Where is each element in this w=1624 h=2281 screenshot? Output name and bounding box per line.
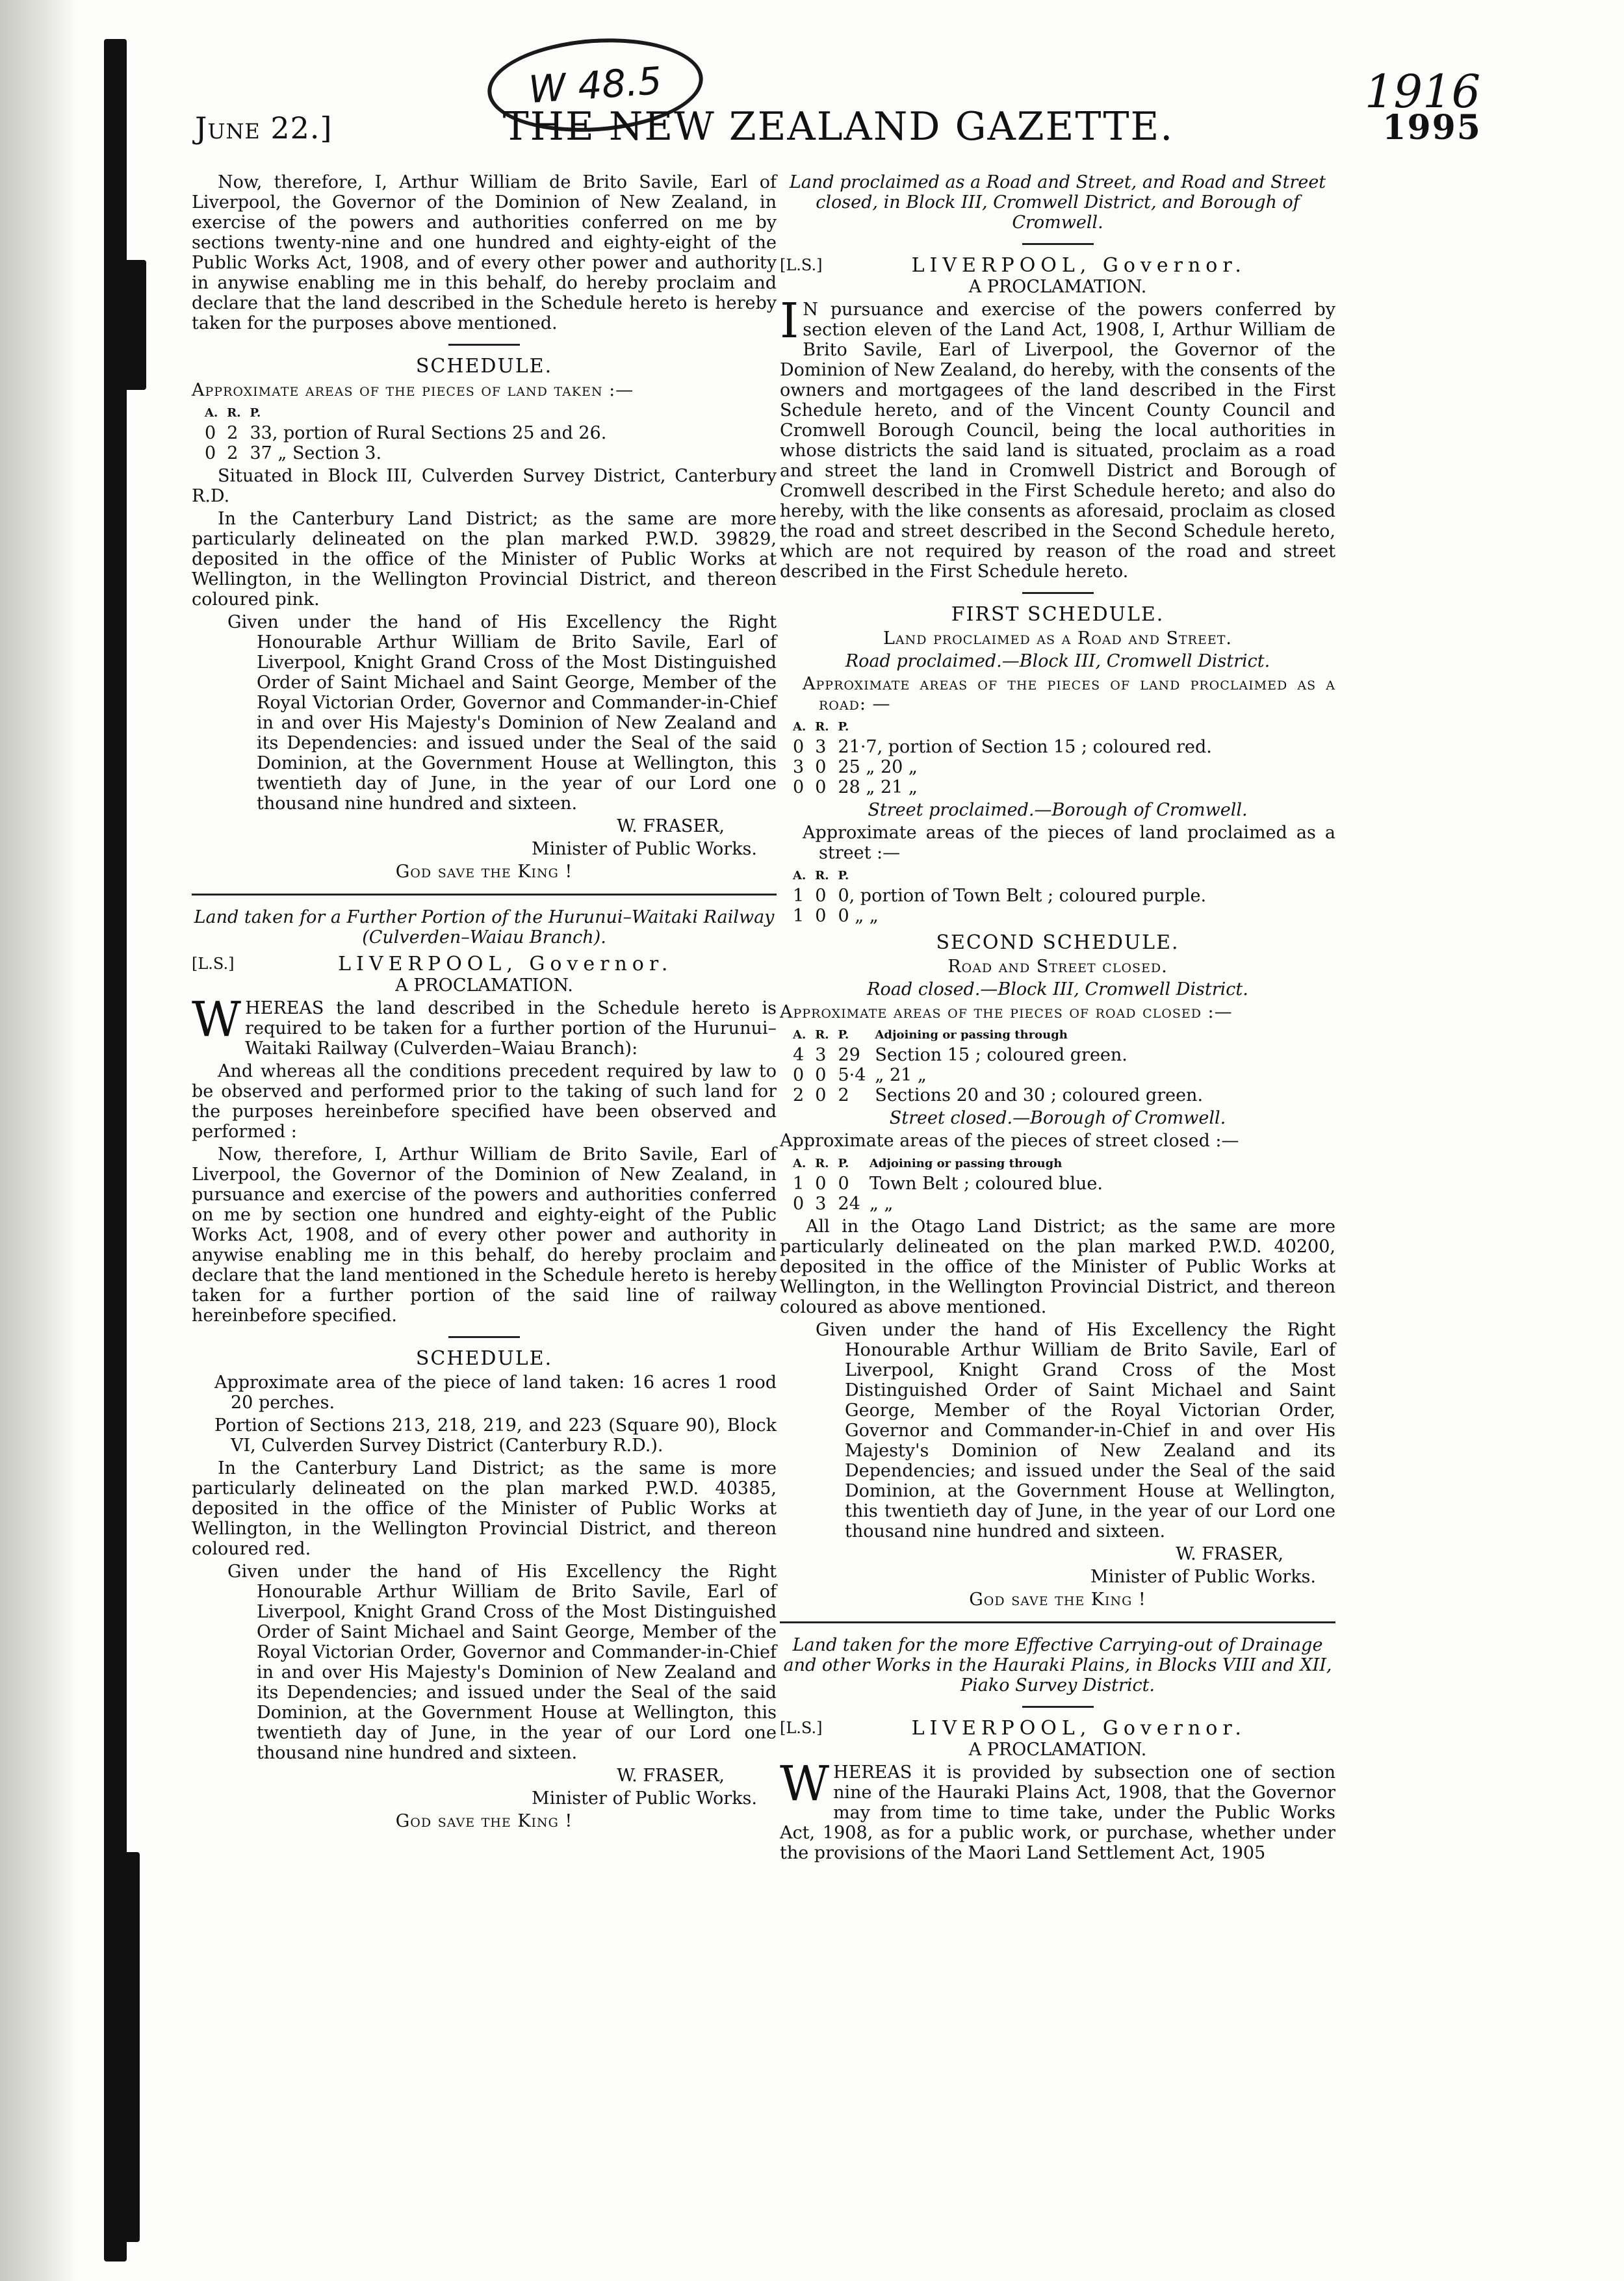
paragraph: In the Canterbury Land District; as the same are more particularly delineated on the plan marked P.W.D. 39829, deposited in the office of the Minister of Public Works at Wellington, in the Wellington Provincial District, and thereon coloured pink. [192, 509, 777, 610]
table-row: 0 3 21·7, portion of Section 15 ; coloured red. [793, 737, 1212, 757]
god-save-the-king: God save the King ! [969, 1590, 1146, 1610]
notice-title: Land taken for the more Effective Carrying-out of Drainage and other Works in the Hauraki Plains, in Blocks VIII and XII, Piako Survey District. [783, 1635, 1332, 1695]
paragraph: I N pursuance and exercise of the powers conferred by section eleven of the Land Act, 1908, I, Arthur William de Brito Savile, Earl of Liverpool, the Governor of the Dominion of New Zealand, do hereby, with the consents of the owners and mortgagees of the land described in the First Schedule hereto, and of the Vincent County Council and Cromwell Borough Council, being the local authorities in whose districts the said land is situated, proclaim as a road and street the land in Cromwell District and Borough of Cromwell described in the First Schedule hereto; and also do hereby, with the like consents as aforesaid, proclaim as closed the road and street described in the Second Schedule hereto, which are not required by reason of the road and street described in the First Schedule hereto. [780, 293, 1335, 582]
schedule-heading: SCHEDULE. [415, 355, 553, 378]
area-table: A. R. P. 1 0 0, portion of Town Belt ; coloured purple. 1 0 0 „ „ [793, 866, 1215, 926]
divider [1022, 592, 1094, 594]
governor-line: [L.S.] LIVERPOOL, Governor. [780, 254, 1246, 277]
header-date: June 22.] [195, 110, 333, 146]
subheading: Road proclaimed.—Block III, Cromwell District. [845, 651, 1270, 671]
approx-text: Approximate areas of the pieces of land taken :— [192, 380, 634, 400]
table-row: 1 0 0 „ „ [793, 906, 879, 926]
god-save-the-king: God save the King ! [395, 862, 573, 882]
area-table: A. R. P. Adjoining or passing through 1 0 0 Town Belt ; coloured blue. 0 3 24 „ „ [793, 1153, 1112, 1214]
paragraph: All in the Otago Land District; as the same are more particularly delineated on the plan marked P.W.D. 40200, deposited in the office of the Minister of Public Works at Wellington, in the Wellington Provincial District, and thereon coloured as above mentioned. [780, 1217, 1335, 1317]
paragraph: Now, therefore, I, Arthur William de Brito Savile, Earl of Liverpool, the Governor of the Dominion of New Zealand, in exercise of the powers and authorities conferred on me by sections twenty-nine and one hundred and eighty-eight of the Public Works Act, 1908, and of every other power and authority in anywise enabling me in this behalf, do hereby proclaim and declare that the land described in the Schedule hereto is hereby taken for the purposes above mentioned. [192, 172, 777, 333]
signer-title: Minister of Public Works. [531, 1788, 757, 1809]
table-row: 0 0 28 „ 21 „ [793, 777, 918, 797]
table-row: 0 2 33, portion of Rural Sections 25 and 26. [205, 423, 607, 443]
notice-title: Land taken for a Further Portion of the Hurunui–Waitaki Railway (Culverden–Waiau Branch). [194, 907, 775, 947]
table-row: 0 0 5·4 „ 21 „ [793, 1065, 927, 1085]
page-number: 1995 [1382, 108, 1482, 148]
signer-name: W. FRASER, [617, 1766, 725, 1786]
signer-name: W. FRASER, [1176, 1544, 1283, 1564]
paragraph: Situated in Block III, Culverden Survey District, Canterbury R.D. [192, 466, 777, 506]
schedule-heading: SCHEDULE. [415, 1347, 553, 1370]
right-column [780, 172, 1335, 1866]
given-paragraph: Given under the hand of His Excellency the Right Honourable Arthur William de Brito Savile, Earl of Liverpool, Knight Grand Cross of the Most Distinguished Order of Saint Michael and Saint George, Member of the Royal Victorian Order, Governor and Commander-in-Chief in and over His Majesty's Dominion of New Zealand and its Dependencies: and issued under the Seal of the said Dominion, at the Government House at Wellington, this twentieth day of June, in the year of our Lord one thousand nine hundred and sixteen. [227, 612, 777, 814]
notice-title: Land proclaimed as a Road and Street, and Road and Street closed, in Block III, Cromwell District, and Borough of Cromwell. [789, 172, 1326, 233]
paragraph: And whereas all the conditions precedent required by law to be observed and performed prior to the taking of such land for the purposes hereinbefore specified have been observed and performed : [192, 1061, 777, 1142]
approx-text: Approximate areas of the pieces of land proclaimed as a street :— [803, 823, 1335, 863]
signer-title: Minister of Public Works. [1090, 1567, 1316, 1587]
signer-name: W. FRASER, [617, 816, 725, 836]
given-paragraph: Given under the hand of His Excellency the Right Honourable Arthur William de Brito Savile, Earl of Liverpool, Knight Grand Cross of the Most Distinguished Order of Saint Michael and Saint George, Member of the Royal Victorian Order, Governor and Commander-in-Chief in and over His Majesty's Dominion of New Zealand and its Dependencies; and issued under the Seal of the said Dominion, at the Government House at Wellington, this twentieth day of June, in the year of our Lord one thousand nine hundred and sixteen. [227, 1562, 777, 1763]
subheading: Road closed.—Block III, Cromwell District. [867, 979, 1248, 999]
table-row: 4 3 29 Section 15 ; coloured green. [793, 1045, 1128, 1065]
schedule-heading: SECOND SCHEDULE. [936, 931, 1179, 954]
paragraph: In the Canterbury Land District; as the same is more particularly delineated on the plan marked P.W.D. 40385, deposited in the office of the Minister of Public Works at Wellington, in the Wellington Provincial District, and thereon coloured red. [192, 1458, 777, 1559]
divider [1022, 1706, 1094, 1708]
table-row: 2 0 2 Sections 20 and 30 ; coloured green. [793, 1085, 1204, 1105]
page-header [195, 104, 1482, 162]
paragraph: WHEREAS it is provided by subsection one of section nine of the Hauraki Plains Act, 1908, that the Governor may from time to time take, under the Public Works Act, 1908, as for a public work, or purchase, whether under the provisions of the Maori Land Settlement Act, 1905 [780, 1756, 1335, 1863]
area-table: A. R. P. Adjoining or passing through 4 3 29 Section 15 ; coloured green. 0 0 5·4 „ 21 „ 2 0 2 Sections 20 and 30 ; coloured green. [793, 1025, 1212, 1105]
table-row: 0 2 37 „ Section 3. [205, 443, 382, 463]
proclamation-heading: A PROCLAMATION. [968, 1740, 1147, 1760]
table-row: 1 0 0, portion of Town Belt ; coloured purple. [793, 886, 1207, 906]
paragraph: Now, therefore, I, Arthur William de Brito Savile, Earl of Liverpool, the Governor of the Dominion of New Zealand, in pursuance and exercise of the powers and authorities conferred on me by section one hundred and eighty-eight of the Public Works Act, 1908, and of every other power and authority in anywise enabling me in this behalf, do hereby proclaim and declare that the land mentioned in the Schedule hereto is hereby taken for a further portion of the said line of railway hereinbefore specified. [192, 1144, 777, 1326]
subheading: Road and Street closed. [947, 957, 1168, 977]
table-row: 1 0 0 Town Belt ; coloured blue. [793, 1174, 1103, 1194]
schedule-heading: FIRST SCHEDULE. [951, 603, 1165, 626]
handwritten-year: 1916 [1365, 65, 1481, 118]
paragraph: WHEREAS the land described in the Schedule hereto is required to be taken for a further portion of the Hurunui–Waitaki Railway (Culverden–Waiau Branch): [192, 992, 777, 1059]
signer-title: Minister of Public Works. [531, 839, 757, 859]
subheading: Street proclaimed.—Borough of Cromwell. [868, 800, 1248, 820]
divider [1022, 243, 1094, 245]
governor-line: [L.S.] LIVERPOOL, Governor. [780, 1717, 1246, 1740]
divider [780, 1621, 1335, 1623]
area-table: A. R. P. 0 3 21·7, portion of Section 15 ; coloured red. 3 0 25 „ 20 „ 0 0 28 „ 21 „ [793, 717, 1221, 797]
subheading: Street closed.—Borough of Cromwell. [889, 1108, 1226, 1128]
paragraph: Approximate area of the piece of land taken: 16 acres 1 rood 20 perches. [214, 1372, 777, 1413]
given-paragraph: Given under the hand of His Excellency the Right Honourable Arthur William de Brito Savile, Earl of Liverpool, Knight Grand Cross of the Most Distinguished Order of Saint Michael and Saint George, Member of the Royal Victorian Order, Governor and Commander-in-Chief in and over His Majesty's Dominion of New Zealand and its Dependencies; and issued under the Seal of the said Dominion, at the Government House at Wellington, this twentieth day of June, in the year of our Lord one thousand nine hundred and sixteen. [816, 1320, 1335, 1541]
proclamation-heading: A PROCLAMATION. [968, 277, 1147, 297]
divider [192, 894, 777, 896]
binding-spine [0, 0, 78, 2281]
paragraph: Portion of Sections 213, 218, 219, and 223 (Square 90), Block VI, Culverden Survey District (Canterbury R.D.). [214, 1415, 777, 1456]
area-table: A. R. P. 0 2 33, portion of Rural Sections 25 and 26. 0 2 37 „ Section 3. [205, 403, 615, 463]
divider [448, 344, 520, 346]
approx-text: Approximate areas of the pieces of land proclaimed as a road: — [803, 674, 1335, 714]
god-save-the-king: God save the King ! [395, 1811, 573, 1831]
gazette-title: THE NEW ZEALAND GAZETTE. [502, 104, 1174, 149]
table-row: 0 3 24 „ „ [793, 1194, 894, 1214]
table-row: 3 0 25 „ 20 „ [793, 757, 918, 777]
divider [448, 1336, 520, 1338]
approx-text: Approximate areas of the pieces of road closed :— [780, 1002, 1233, 1022]
subheading: Land proclaimed as a Road and Street. [883, 628, 1232, 649]
governor-line: [L.S.] LIVERPOOL, Governor. [192, 953, 673, 975]
left-column [192, 172, 777, 1834]
approx-text: Approximate areas of the pieces of street closed :— [780, 1131, 1239, 1151]
archive-stamp: W 48.5 [484, 32, 706, 139]
proclamation-heading: A PROCLAMATION. [395, 975, 573, 996]
